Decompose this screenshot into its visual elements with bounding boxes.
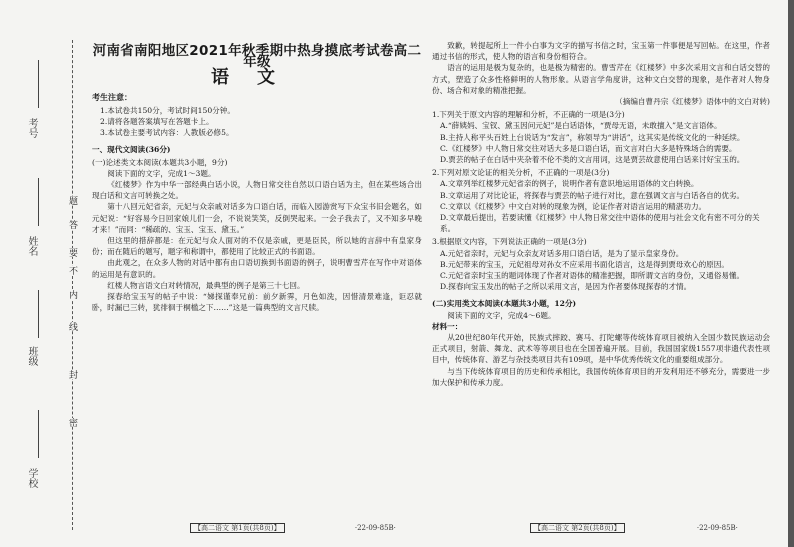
passage-paragraph: 但这里的措辞都是：在元妃与众人面对的不仅是亲戚，更是臣民，所以她的言辞中有皇家身份；而在随后的题写，题字和称谓中，都使用了比较正式的书面语。 xyxy=(92,236,422,257)
subsection-heading: (一)论述类文本阅读(本题共3小题，9分) xyxy=(92,157,228,167)
page-footer-left xyxy=(190,523,396,533)
question-option: D.文章最后提出，若要读懂《红楼梦》中人物日常交往中语体的使用与社会文化有密不可分的关系。 xyxy=(440,213,760,234)
seal-word: 线 xyxy=(67,322,77,331)
binding-margin xyxy=(0,0,92,547)
section-heading: 一、现代文阅读(36分) xyxy=(92,145,171,155)
field-line-xuexiao xyxy=(38,410,39,458)
note-item: 2.请将各题答案填写在答题卡上。 xyxy=(100,117,214,127)
question-option: B.元妃带来的宝玉，元妃祖母对孙女不应采用书面化语言，这是得到贾母欢心的原因。 xyxy=(440,259,729,269)
scan-edge xyxy=(788,0,794,547)
question-stem: 3.根据原文内容，下列说法正确的一项是(3分) xyxy=(432,237,587,247)
notes-heading: 考生注意： xyxy=(92,91,132,102)
passage-paragraph: 第十八回元妃省亲，元妃与众亲戚对话多为口语白话，而临入园游赏写下众宝书旧会题名，如元妃说：“好容易今日回家娘儿们一会，不说说笑笑，反倒哭起来。一会子我去了，又不知多早晚才来！”而同：“稀疏的、宝玉、宝玉、黛玉。” xyxy=(92,202,422,234)
passage-paragraph: 由此观之，在众多人物的对话中都有由口语切换到书面语的例子，说明曹雪芹在写作中对语体的运用是有意识的。 xyxy=(92,258,422,279)
material-heading: 材料一： xyxy=(432,321,463,331)
seal-word: 不 xyxy=(67,266,77,275)
footer-page-label: 【高二语文 第1页(共8页)】 xyxy=(190,523,285,533)
passage-paragraph: 《红楼梦》作为中华一部经典白话小说，人物日常交往自然以口语白话为主，但在某些场合出现白话和文言可转换之处。 xyxy=(92,180,422,201)
note-item: 1.本试卷共150分，考试时间150分钟。 xyxy=(100,105,235,115)
note-item: 3.本试卷主要考试内容：人教版必修5。 xyxy=(100,128,234,138)
question-option: D.探春向宝玉发出的帖子之所以采用文言，是因为作者要体现探春的才情。 xyxy=(440,282,692,292)
label-xuexiao: 学校 xyxy=(26,468,37,488)
question-stem: 2.下列对原文论证的相关分析，不正确的一项是(3分) xyxy=(432,168,610,178)
question-option: A.“薛姨妈、宝钗、黛玉因问元妃”是白话语体，“贾母无语，未敢擅入”是文言语体。 xyxy=(440,121,722,131)
footer-code: ·22-09-85B· xyxy=(354,524,396,532)
seal-word: 答 xyxy=(67,220,77,229)
subsection-heading: (二)实用类文本阅读(本题共3小题，12分) xyxy=(432,299,577,309)
exam-title: 河南省南阳地区2021年秋季期中热身摸底考试卷高二年级 xyxy=(92,43,422,71)
question-option: A.元妃省亲时，元妃与众亲友对话多用口语白话，是为了显示皇家身份。 xyxy=(440,248,684,258)
seal-word: 封 xyxy=(67,370,77,379)
material-paragraph: 从20世纪80年代开始，民族式摔跤、赛马、打陀螺等传统体育项目被纳入全国少数民族运动会正式项目，射箭、舞龙、武术等等项目也在全国普遍开展。目前，我国国家级1557项非遗代表性项目中，传统体育、游艺与杂技类项目共有109项，是中华优秀传统文化的重要组成部分。 xyxy=(432,333,770,365)
material-paragraph: 与当下传统体育项目的历史和传承相比，我国传统体育项目的开发利用还不够充分，需要进一步加大保护和传承力度。 xyxy=(432,366,770,387)
question-option: C.《红楼梦》中人物日常交往对话大多是口语白话，而文言对白大多是特殊场合的需要。 xyxy=(440,143,737,153)
seal-line xyxy=(72,40,73,530)
footer-code: ·22-09-85B· xyxy=(696,524,738,532)
passage-paragraph: 红楼人物言语文白对转情况，最典型的例子是第三十七回。 xyxy=(107,280,305,290)
label-xingming: 姓名 xyxy=(26,236,37,256)
field-line-banji xyxy=(38,290,39,338)
page-footer-right xyxy=(530,523,738,533)
left-column xyxy=(92,40,422,313)
passage-paragraph: 致歉，转提起所上一件小白事为文字的描写书信之时，宝玉第一件事便是写回帖。在这里，作者通过书信的形式，使人物的语言和身份相符合。 xyxy=(432,41,770,62)
question-option: D.贾芸的帖子在白话中夹杂着不伦不类的文言用词，这是贾芸故意使用白话来讨好宝玉的。 xyxy=(440,155,745,165)
seal-word: 题 xyxy=(67,196,77,205)
instruction: 阅读下面的文字，完成4～6题。 xyxy=(447,310,556,320)
question-option: B.文章运用了对比论证，将探春与贾芸的帖子进行对比，意在强调文言与白话各自的优劣。 xyxy=(440,190,745,200)
question-option: C.元妃省亲时宝玉的题词体现了作者对语体的精准把握，即所谓文言的身份，又通俗易懂。 xyxy=(440,271,745,281)
seal-word: 要 xyxy=(67,248,77,257)
field-line-xingming xyxy=(38,178,39,226)
field-line-kaohao xyxy=(38,60,39,108)
passage-source: （摘编自曹丹宗《红楼梦》语体中的文白对转) xyxy=(615,97,770,107)
subject-title: 语文 xyxy=(211,67,303,89)
question-option: A.文章列举红楼梦元妃省亲的例子，说明作者有意识地运用语体的文白转换。 xyxy=(440,179,699,189)
label-kaohao: 考号 xyxy=(26,118,37,138)
instruction: 阅读下面的文字，完成1～3题。 xyxy=(107,168,216,178)
question-option: C.文章以《红楼梦》中文白对转的现象为例，论证作者对语言运用的精湛功力。 xyxy=(440,201,707,211)
passage-paragraph: 语言的运用是极为复杂的，也是极为精密的。曹雪芹在《红楼梦》中多次采用文言和白话交替的方式，塑造了众多性格鲜明的人物形象。从语言学角度讲，这种文白交替的现象，是作者对人物身份、场合和对象的精准把握。 xyxy=(432,63,770,95)
right-column xyxy=(432,40,770,388)
question-stem: 1.下列关于原文内容的理解和分析，不正确的一项是(3分) xyxy=(432,110,625,120)
label-banji: 班级 xyxy=(26,346,37,366)
seal-word: 密 xyxy=(67,418,77,427)
question-option: B.主持人称平头百姓上台说话为“发言”，称领导为“讲话”，这其实是传统文化的一种延续。 xyxy=(440,132,745,142)
seal-word: 内 xyxy=(67,290,77,299)
footer-page-label: 【高二语文 第2页(共8页)】 xyxy=(530,523,625,533)
passage-paragraph: 探春给宝玉写的帖子中说：“娣探谨奉兄前：前夕新霁，月色如洗，因惜清景难逢，讵忍就卧，时漏已三转，犹徘徊于桐槛之下……”这是一篇典型的文言尺牍。 xyxy=(92,292,422,313)
